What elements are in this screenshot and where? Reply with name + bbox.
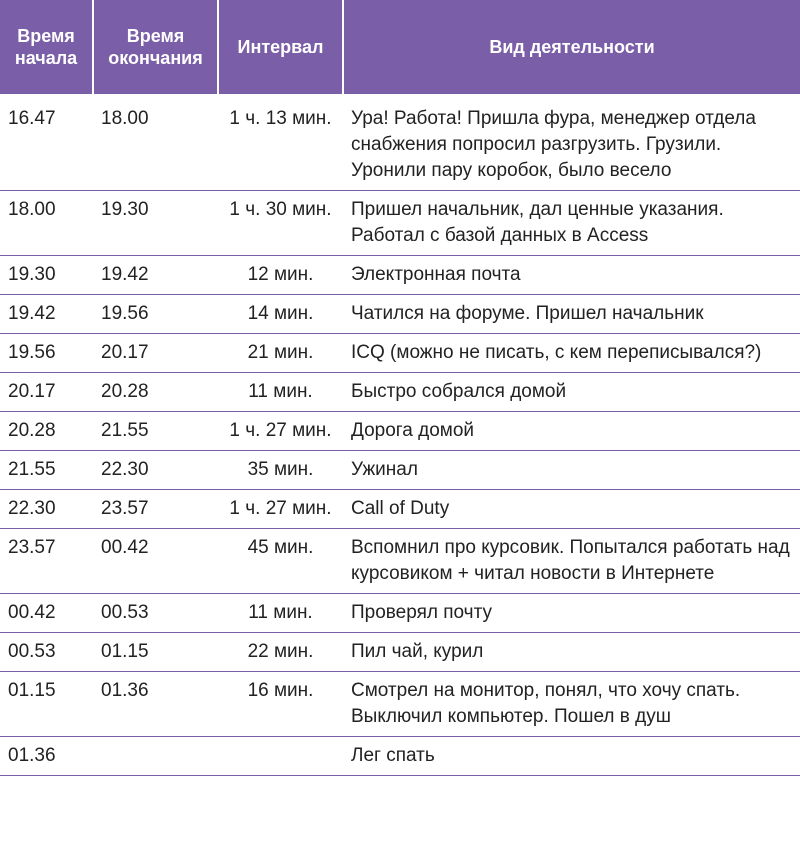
start-time-cell: 22.30 bbox=[0, 490, 93, 529]
start-time-cell: 20.28 bbox=[0, 412, 93, 451]
table-body bbox=[0, 94, 800, 776]
interval-cell: 1 ч. 27 мин. bbox=[218, 490, 343, 529]
table-row bbox=[0, 737, 800, 776]
activity-cell: Дорога домой bbox=[343, 412, 800, 451]
header-end-time: Время окончания bbox=[93, 0, 218, 94]
activity-cell: Call of Duty bbox=[343, 490, 800, 529]
end-time-cell: 19.56 bbox=[93, 295, 218, 334]
end-time-cell: 19.30 bbox=[93, 191, 218, 256]
table-row bbox=[0, 451, 800, 490]
activity-cell: ICQ (можно не писать, с кем переписывался?) bbox=[343, 334, 800, 373]
interval-cell: 22 мин. bbox=[218, 633, 343, 672]
header-start-time: Время начала bbox=[0, 0, 93, 94]
end-time-cell: 00.53 bbox=[93, 594, 218, 633]
end-time-cell: 23.57 bbox=[93, 490, 218, 529]
end-time-cell: 00.42 bbox=[93, 529, 218, 594]
start-time-cell: 19.56 bbox=[0, 334, 93, 373]
end-time-cell: 18.00 bbox=[93, 94, 218, 191]
end-time-cell: 20.28 bbox=[93, 373, 218, 412]
header-interval: Интервал bbox=[218, 0, 343, 94]
interval-cell: 14 мин. bbox=[218, 295, 343, 334]
activity-cell: Электронная почта bbox=[343, 256, 800, 295]
start-time-cell: 16.47 bbox=[0, 94, 93, 191]
table-row bbox=[0, 594, 800, 633]
table-row bbox=[0, 529, 800, 594]
end-time-cell: 19.42 bbox=[93, 256, 218, 295]
interval-cell: 21 мин. bbox=[218, 334, 343, 373]
interval-cell: 45 мин. bbox=[218, 529, 343, 594]
activity-cell: Пришел начальник, дал ценные указания. Работал с базой данных в Access bbox=[343, 191, 800, 256]
interval-cell: 12 мин. bbox=[218, 256, 343, 295]
start-time-cell: 20.17 bbox=[0, 373, 93, 412]
activity-cell: Лег спать bbox=[343, 737, 800, 776]
table-row bbox=[0, 334, 800, 373]
activity-cell: Вспомнил про курсовик. Попытался работать над курсовиком + читал новости в Интернете bbox=[343, 529, 800, 594]
end-time-cell: 22.30 bbox=[93, 451, 218, 490]
start-time-cell: 21.55 bbox=[0, 451, 93, 490]
interval-cell: 35 мин. bbox=[218, 451, 343, 490]
interval-cell bbox=[218, 737, 343, 776]
table-row bbox=[0, 490, 800, 529]
activity-cell: Пил чай, курил bbox=[343, 633, 800, 672]
activity-cell: Смотрел на монитор, понял, что хочу спать. Выключил компьютер. Пошел в душ bbox=[343, 672, 800, 737]
table-row bbox=[0, 295, 800, 334]
interval-cell: 1 ч. 27 мин. bbox=[218, 412, 343, 451]
start-time-cell: 18.00 bbox=[0, 191, 93, 256]
end-time-cell: 01.15 bbox=[93, 633, 218, 672]
activity-cell: Ура! Работа! Пришла фура, менеджер отдела снабжения попросил разгрузить. Грузили. Уронили пару коробок, было весело bbox=[343, 94, 800, 191]
table-header bbox=[0, 0, 800, 94]
table-row bbox=[0, 373, 800, 412]
start-time-cell: 00.53 bbox=[0, 633, 93, 672]
start-time-cell: 01.15 bbox=[0, 672, 93, 737]
start-time-cell: 00.42 bbox=[0, 594, 93, 633]
end-time-cell bbox=[93, 737, 218, 776]
activity-cell: Быстро собрался домой bbox=[343, 373, 800, 412]
activity-cell: Проверял почту bbox=[343, 594, 800, 633]
interval-cell: 1 ч. 13 мин. bbox=[218, 94, 343, 191]
header-activity: Вид деятельности bbox=[489, 37, 655, 57]
table-row bbox=[0, 412, 800, 451]
table-row bbox=[0, 256, 800, 295]
start-time-cell: 01.36 bbox=[0, 737, 93, 776]
activity-cell: Чатился на форуме. Пришел начальник bbox=[343, 295, 800, 334]
table-row bbox=[0, 191, 800, 256]
interval-cell: 1 ч. 30 мин. bbox=[218, 191, 343, 256]
activity-cell: Ужинал bbox=[343, 451, 800, 490]
start-time-cell: 19.42 bbox=[0, 295, 93, 334]
table-row bbox=[0, 672, 800, 737]
header-row bbox=[0, 0, 800, 94]
interval-cell: 11 мин. bbox=[218, 594, 343, 633]
end-time-cell: 01.36 bbox=[93, 672, 218, 737]
start-time-cell: 19.30 bbox=[0, 256, 93, 295]
table-row bbox=[0, 633, 800, 672]
start-time-cell: 23.57 bbox=[0, 529, 93, 594]
end-time-cell: 21.55 bbox=[93, 412, 218, 451]
table-row bbox=[0, 94, 800, 191]
interval-cell: 16 мин. bbox=[218, 672, 343, 737]
interval-cell: 11 мин. bbox=[218, 373, 343, 412]
end-time-cell: 20.17 bbox=[93, 334, 218, 373]
